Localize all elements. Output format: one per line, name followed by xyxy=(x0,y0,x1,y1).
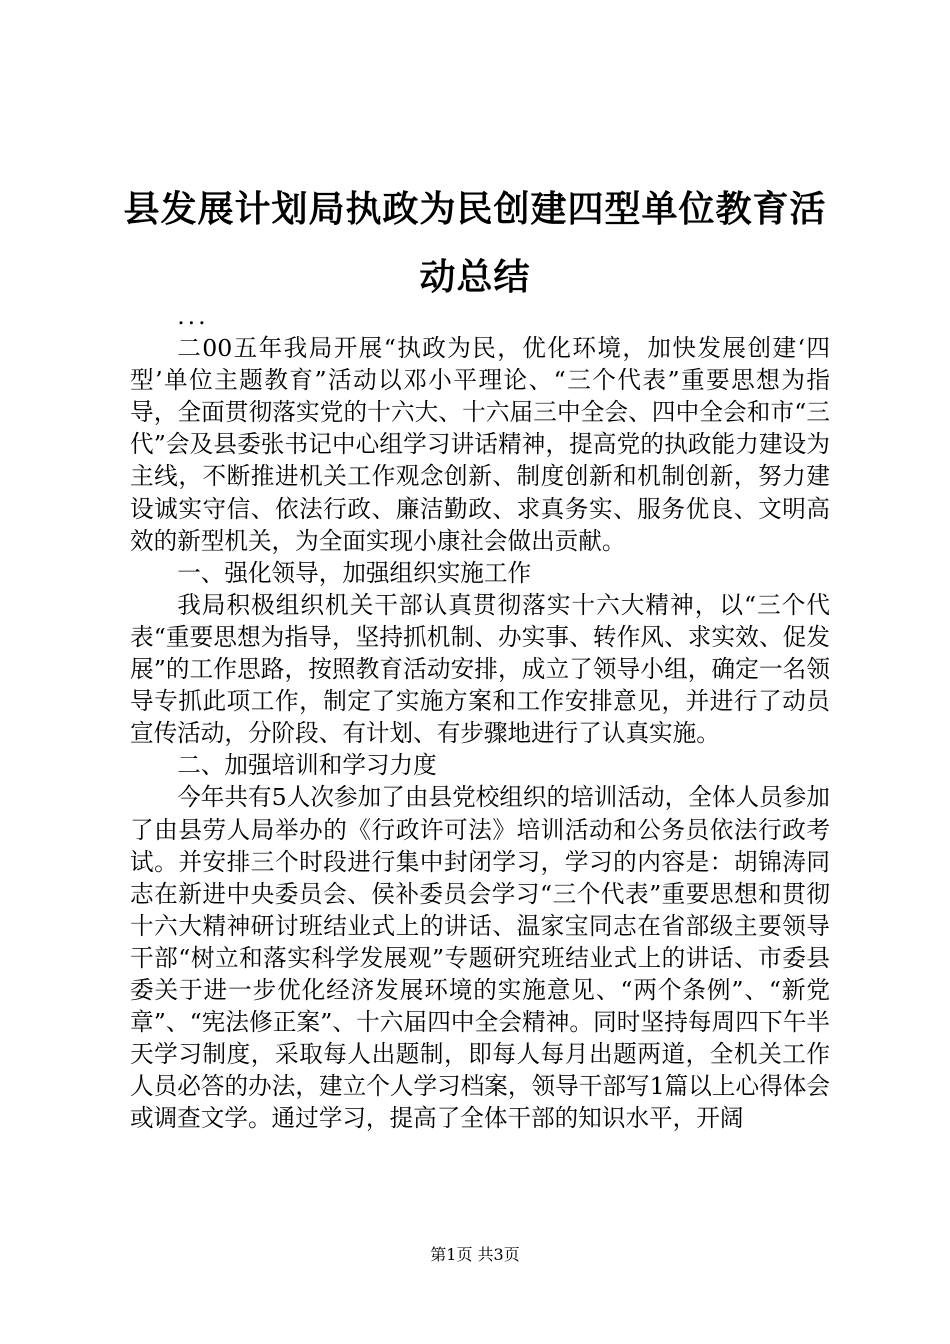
paragraph-intro: 二00五年我局开展“执政为民，优化环境，加快发展创建‘四型’单位主题教育”活动以邓小平理论、“三个代表”重要思想为指导，全面贯彻落实党的十六大、十六届三中全会、四中全会和市“三代”会及县委张书记中心组学习讲话精神，提高党的执政能力建设为主线，不断推进机关工作观念创新、制度创新和机制创新，努力建设诚实守信、依法行政、廉洁勤政、求真务实、服务优良、文明高效的新型机关，为全面实现小康社会做出贡献。 xyxy=(130,334,830,555)
section-heading-1: 一、强化领导，加强组织实施工作 xyxy=(177,558,532,587)
paragraph-section-2: 今年共有5人次参加了由县党校组织的培训活动，全体人员参加了由县劳人局举办的《行政许可法》培训活动和公务员依法行政考试。并安排三个时段进行集中封闭学习，学习的内容是：胡锦涛同志在新进中央委员会、侯补委员会学习“三个代表”重要思想和贯彻十六大精神研讨班结业式上的讲话、温家宝同志在省部级主要领导干部“树立和落实科学发展观”专题研究班结业式上的讲话、市委县委关于进一步优化经济发展环境的实施意见、“两个条例”、“新党章”、“宪法修正案”、十六届四中全会精神。同时坚持每周四下午半天学习制度，采取每人出题制，即每人每月出题两道，全机关工作人员必答的办法，建立个人学习档案，领导干部写1篇以上心得体会或调查文学。通过学习，提高了全体干部的知识水平，开阔 xyxy=(130,783,830,1133)
ellipsis-line: ... xyxy=(177,302,209,330)
paragraph-section-1: 我局积极组织机关干部认真贯彻落实十六大精神，以“三个代表“重要思想为指导，坚持抓机制、办实事、转作风、求实效、促发展”的工作思路，按照教育活动安排，成立了领导小组，确定一名领导专抓此项工作，制定了实施方案和工作安排意见，并进行了动员宣传活动，分阶段、有计划、有步骤地进行了认真实施。 xyxy=(130,590,830,748)
document-title: 县发展计划局执政为民创建四型单位教育活动总结 xyxy=(123,189,827,298)
section-heading-2: 二、加强培训和学习力度 xyxy=(177,751,437,780)
page-footer: 第1页 共3页 xyxy=(430,1245,520,1264)
document-body xyxy=(130,300,830,1134)
